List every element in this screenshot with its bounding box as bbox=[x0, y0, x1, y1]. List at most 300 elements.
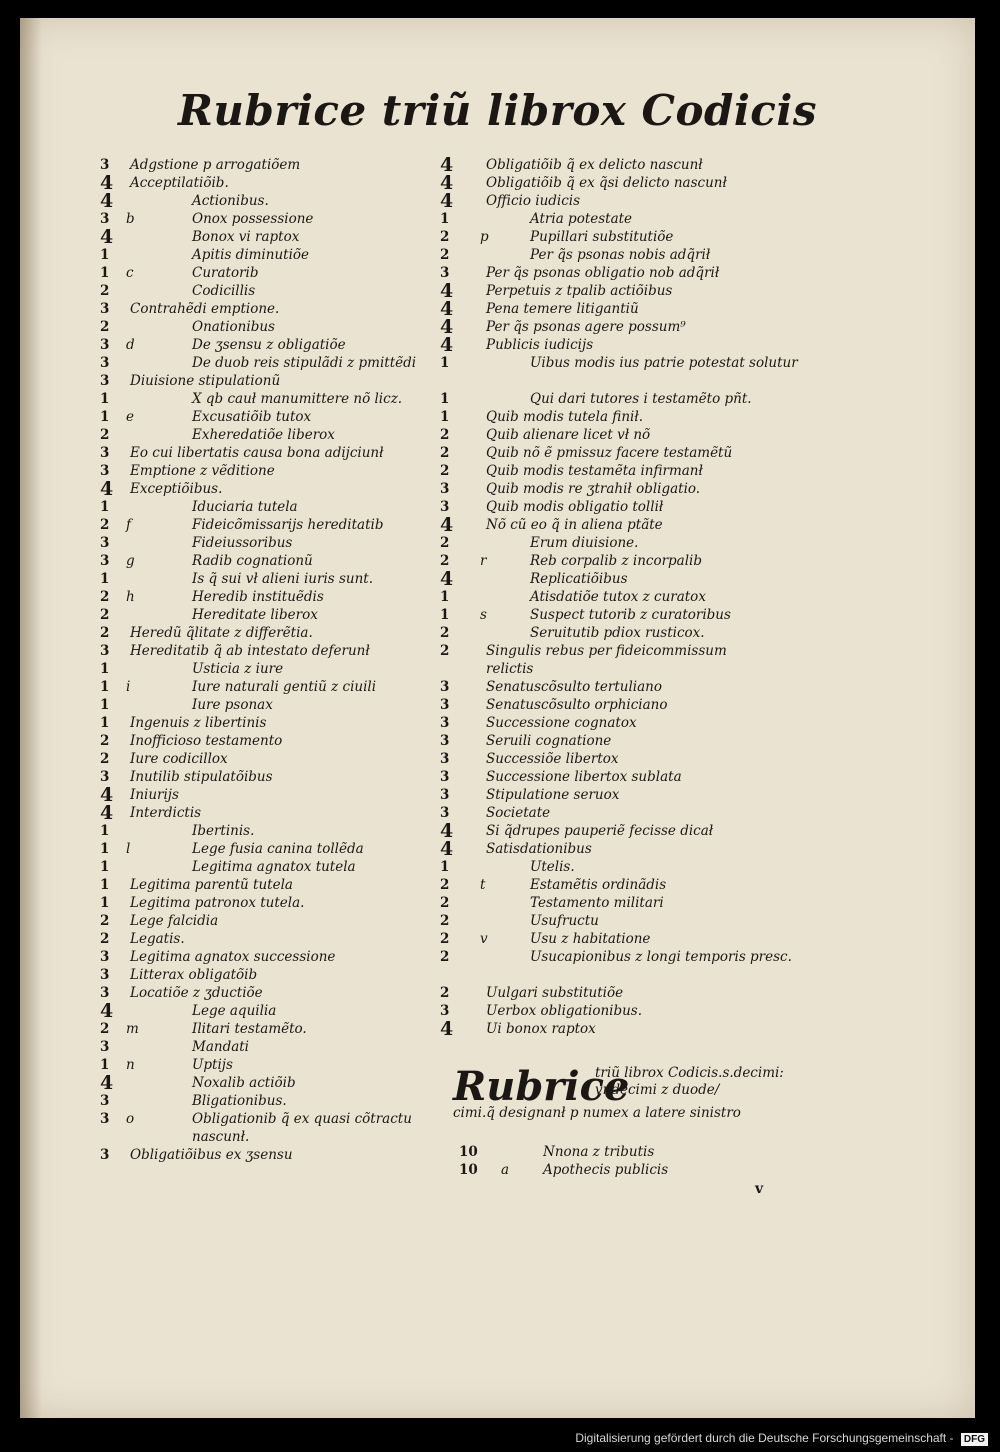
index-entry bbox=[100, 840, 440, 858]
entry-book-number: 3 bbox=[100, 373, 110, 389]
entry-title: Excusatiõib tutox bbox=[192, 409, 312, 425]
entry-title: Fideicõmissarijs hereditatib bbox=[192, 517, 384, 533]
entry-title: Iduciaria tutela bbox=[192, 499, 298, 515]
entry-book-number: 1 bbox=[100, 895, 110, 911]
page-fold-shadow bbox=[20, 18, 42, 1418]
entry-title: Perpetuis z tpalib actiõibus bbox=[486, 283, 673, 299]
index-entry bbox=[440, 642, 800, 678]
entry-title: Apothecis publicis bbox=[543, 1162, 669, 1178]
entry-title: Pena temere litigantiũ bbox=[486, 301, 639, 317]
entry-book-number: 4 bbox=[440, 280, 454, 302]
entry-book-number: 2 bbox=[100, 1021, 110, 1037]
entry-book-number: 1 bbox=[440, 409, 450, 425]
index-entry bbox=[440, 426, 800, 444]
entry-title: Testamento militari bbox=[530, 895, 664, 911]
index-entry bbox=[100, 822, 440, 840]
entry-section-letter: e bbox=[126, 409, 134, 425]
entry-book-number: 2 bbox=[440, 877, 450, 893]
index-entry bbox=[100, 390, 440, 408]
entry-title: Hereditate liberox bbox=[192, 607, 318, 623]
entry-section-letter: c bbox=[126, 265, 134, 281]
index-entry bbox=[100, 1110, 440, 1146]
entry-book-number: 3 bbox=[440, 1003, 450, 1019]
entry-book-number: 1 bbox=[100, 697, 110, 713]
index-entry bbox=[100, 552, 440, 570]
index-entry bbox=[440, 714, 800, 732]
entry-book-number: 2 bbox=[440, 427, 450, 443]
index-entry bbox=[100, 714, 440, 732]
entry-title: Satisdationibus bbox=[486, 841, 592, 857]
entry-book-number: 1 bbox=[100, 409, 110, 425]
index-entry bbox=[100, 966, 440, 984]
entry-book-number: 3 bbox=[100, 337, 110, 353]
entry-book-number: 4 bbox=[440, 820, 454, 842]
index-entry bbox=[100, 1020, 440, 1038]
entry-book-number: 3 bbox=[100, 1039, 110, 1055]
entry-title: Acceptilatiõib. bbox=[130, 175, 229, 191]
entry-book-number: 3 bbox=[100, 355, 110, 371]
entry-book-number: 4 bbox=[440, 838, 454, 860]
entry-title: Bligationibus. bbox=[192, 1093, 287, 1109]
index-entry bbox=[100, 1074, 440, 1092]
entry-book-number: 2 bbox=[100, 607, 110, 623]
entry-book-number: 3 bbox=[440, 751, 450, 767]
entry-title: X qb cauł manumittere nõ licz. bbox=[192, 391, 403, 407]
entry-book-number: 4 bbox=[440, 568, 454, 590]
index-entry bbox=[440, 948, 800, 984]
index-entry bbox=[440, 318, 800, 336]
entry-title: Senatuscõsulto orphiciano bbox=[486, 697, 668, 713]
entry-book-number: 3 bbox=[100, 643, 110, 659]
index-entry bbox=[100, 156, 440, 174]
entry-book-number: 1 bbox=[440, 211, 450, 227]
entry-book-number: 2 bbox=[440, 535, 450, 551]
entry-book-number: 3 bbox=[100, 463, 110, 479]
entry-book-number: 2 bbox=[440, 445, 450, 461]
entry-book-number: 2 bbox=[100, 625, 110, 641]
index-entry bbox=[440, 894, 800, 912]
page-title: Rubrice triũ librox Codicis bbox=[178, 86, 817, 135]
index-entry bbox=[440, 282, 800, 300]
entry-book-number: 1 bbox=[100, 265, 110, 281]
index-entry bbox=[100, 1146, 440, 1164]
entry-book-number: 1 bbox=[100, 877, 110, 893]
entry-section-letter: r bbox=[480, 553, 487, 569]
entry-book-number: 3 bbox=[440, 787, 450, 803]
index-entry bbox=[100, 894, 440, 912]
entry-book-number: 1 bbox=[100, 499, 110, 515]
entry-book-number: 4 bbox=[100, 190, 114, 212]
entry-book-number: 4 bbox=[100, 478, 114, 500]
index-entry bbox=[100, 318, 440, 336]
index-entry bbox=[100, 462, 440, 480]
left-index-column bbox=[100, 156, 440, 1164]
index-entry bbox=[440, 354, 800, 390]
index-entry bbox=[100, 516, 440, 534]
index-entry bbox=[440, 570, 800, 588]
index-entry bbox=[440, 822, 800, 840]
index-entry bbox=[100, 570, 440, 588]
index-entry bbox=[100, 786, 440, 804]
entry-title: Inofficioso testamento bbox=[130, 733, 283, 749]
dfg-logo: DFG bbox=[961, 1433, 988, 1446]
index-entry bbox=[440, 444, 800, 462]
footer-text: Digitalisierung gefördert durch die Deutsche Forschungsgemeinschaft - bbox=[575, 1431, 954, 1445]
entry-book-number: 2 bbox=[440, 985, 450, 1001]
entry-title: Obligatiõibus ex ʒsensu bbox=[130, 1147, 293, 1163]
index-entry bbox=[440, 192, 800, 210]
index-entry bbox=[100, 642, 440, 660]
entry-title: Mandati bbox=[192, 1039, 249, 1055]
entry-book-number: 2 bbox=[440, 643, 450, 659]
index-entry bbox=[440, 606, 800, 624]
index-entry bbox=[440, 336, 800, 354]
entry-title: Quib alienare licet vł nõ bbox=[486, 427, 651, 443]
entry-book-number: 2 bbox=[440, 949, 450, 965]
entry-book-number: 3 bbox=[440, 265, 450, 281]
entry-title: Exceptiõibus. bbox=[130, 481, 223, 497]
entry-title: Uulgari substitutiõe bbox=[486, 985, 624, 1001]
entry-title: Inutilib stipulatõibus bbox=[130, 769, 273, 785]
index-entry bbox=[100, 408, 440, 426]
index-entry bbox=[100, 372, 440, 390]
entry-book-number: 2 bbox=[100, 751, 110, 767]
entry-title: Erum diuisione. bbox=[530, 535, 639, 551]
index-entry bbox=[453, 1161, 793, 1179]
index-entry bbox=[100, 678, 440, 696]
entry-book-number: 1 bbox=[440, 607, 450, 623]
entry-title: Successione cognatox bbox=[486, 715, 637, 731]
subsection bbox=[453, 1063, 793, 1178]
entry-book-number: 3 bbox=[440, 805, 450, 821]
entry-section-letter: v bbox=[480, 931, 488, 947]
document-page bbox=[20, 18, 975, 1418]
entry-title: Noxalib actiõib bbox=[192, 1075, 296, 1091]
index-entry bbox=[440, 552, 800, 570]
entry-title: Usucapionibus z longi temporis presc. bbox=[530, 949, 792, 965]
entry-book-number: 1 bbox=[100, 391, 110, 407]
entry-title: Lege falcidia bbox=[130, 913, 219, 929]
entry-section-letter: f bbox=[126, 517, 131, 533]
index-entry bbox=[440, 210, 800, 228]
entry-title: Utelis. bbox=[530, 859, 575, 875]
entry-title: Qui dari tutores i testamẽto pñt. bbox=[530, 391, 752, 407]
entry-book-number: 3 bbox=[100, 1093, 110, 1109]
entry-title: Quib modis obligatio tollił bbox=[486, 499, 664, 515]
index-entry bbox=[440, 1002, 800, 1020]
entry-title: Legitima agnatox tutela bbox=[192, 859, 356, 875]
subsection-heading-initial: Rubrice bbox=[453, 1063, 630, 1110]
index-entry bbox=[440, 498, 800, 516]
entry-title: Hereditatib q̃ ab intestato deferunł bbox=[130, 643, 370, 659]
entry-book-number: 1 bbox=[100, 679, 110, 695]
index-entry bbox=[440, 858, 800, 876]
entry-title: Atria potestate bbox=[530, 211, 633, 227]
entry-title: Litterax obligatõib bbox=[130, 967, 258, 983]
index-entry bbox=[100, 858, 440, 876]
entry-title: Diuisione stipulationũ bbox=[130, 373, 281, 389]
index-entry bbox=[100, 948, 440, 966]
index-entry bbox=[440, 768, 800, 786]
index-entry bbox=[100, 480, 440, 498]
index-entry bbox=[100, 1002, 440, 1020]
index-entry bbox=[100, 588, 440, 606]
index-entry bbox=[440, 480, 800, 498]
entry-section-letter: p bbox=[480, 229, 489, 245]
right-index-column bbox=[440, 156, 800, 1038]
subsection-heading-text: triũ librox Codicis.s.decimi: vndecimi z duode/ bbox=[595, 1065, 784, 1098]
entry-title: Ibertinis. bbox=[192, 823, 255, 839]
index-entry bbox=[440, 912, 800, 930]
entry-book-number: 3 bbox=[100, 967, 110, 983]
entry-title: Per q̃s psonas agere possum⁹ bbox=[486, 319, 686, 335]
index-entry bbox=[100, 1092, 440, 1110]
entry-title: Apitis diminutiõe bbox=[192, 247, 309, 263]
entry-book-number: 2 bbox=[440, 625, 450, 641]
index-entry bbox=[100, 768, 440, 786]
entry-title: Suspect tutorib z curatoribus bbox=[530, 607, 731, 623]
entry-book-number: 2 bbox=[440, 247, 450, 263]
index-entry bbox=[440, 624, 800, 642]
entry-title: Uibus modis ius patrie potestat solutur bbox=[530, 355, 798, 371]
entry-book-number: 2 bbox=[100, 931, 110, 947]
index-entry bbox=[440, 246, 800, 264]
entry-book-number: 2 bbox=[100, 733, 110, 749]
entry-book-number: 1 bbox=[100, 247, 110, 263]
entry-book-number: 10 bbox=[459, 1144, 478, 1160]
entry-section-letter: t bbox=[480, 877, 486, 893]
entry-section-letter: m bbox=[126, 1021, 139, 1037]
index-entry bbox=[440, 678, 800, 696]
entry-title: Usticia z iure bbox=[192, 661, 284, 677]
index-entry bbox=[440, 930, 800, 948]
subsection-heading-text-2: cimi.q̃ designanł p numex a latere sinistro bbox=[453, 1105, 741, 1121]
entry-title: Exheredatiõe liberox bbox=[192, 427, 335, 443]
entry-title: Codicillis bbox=[192, 283, 256, 299]
index-entry bbox=[100, 264, 440, 282]
entry-title: Si q̃drupes pauperiẽ fecisse dicał bbox=[486, 823, 714, 839]
entry-title: Heredib instituẽdis bbox=[192, 589, 324, 605]
entry-title: Seruili cognatione bbox=[486, 733, 612, 749]
entry-book-number: 3 bbox=[100, 949, 110, 965]
entry-title: Seruitutib pdiox rusticox. bbox=[530, 625, 705, 641]
entry-book-number: 4 bbox=[100, 784, 114, 806]
index-entry bbox=[440, 804, 800, 822]
entry-title: Quib modis tutela finił. bbox=[486, 409, 643, 425]
entry-book-number: 4 bbox=[440, 298, 454, 320]
entry-title: Heredũ q̃litate z differẽtia. bbox=[130, 625, 313, 641]
entry-section-letter: s bbox=[480, 607, 487, 623]
entry-title: Lege fusia canina tollẽda bbox=[192, 841, 364, 857]
index-entry bbox=[100, 930, 440, 948]
entry-title: Legitima parentũ tutela bbox=[130, 877, 293, 893]
entry-book-number: 3 bbox=[100, 553, 110, 569]
entry-title: Obligatiõib q̃ ex delicto nascunł bbox=[486, 157, 703, 173]
entry-book-number: 1 bbox=[100, 859, 110, 875]
entry-title: Nnona z tributis bbox=[543, 1144, 655, 1160]
subsection-heading bbox=[453, 1063, 793, 1123]
index-entry bbox=[100, 498, 440, 516]
entry-title: Fideiussoribus bbox=[192, 535, 293, 551]
entry-book-number: 1 bbox=[440, 859, 450, 875]
entry-title: Onationibus bbox=[192, 319, 275, 335]
entry-book-number: 3 bbox=[440, 733, 450, 749]
index-entry bbox=[100, 246, 440, 264]
entry-book-number: 1 bbox=[100, 715, 110, 731]
entry-title: Emptione z vẽditione bbox=[130, 463, 275, 479]
index-entry bbox=[100, 192, 440, 210]
entry-title: Bonox vi raptox bbox=[192, 229, 300, 245]
entry-book-number: 4 bbox=[440, 514, 454, 536]
entry-title: Senatuscõsulto tertuliano bbox=[486, 679, 662, 695]
index-entry bbox=[100, 624, 440, 642]
entry-title: Ilitari testamẽto. bbox=[192, 1021, 307, 1037]
entry-book-number: 2 bbox=[100, 589, 110, 605]
index-entry bbox=[100, 336, 440, 354]
index-entry bbox=[100, 804, 440, 822]
entry-title: Obligatiõib q̃ ex q̃si delicto nascunł bbox=[486, 175, 727, 191]
index-entry bbox=[100, 732, 440, 750]
index-entry bbox=[100, 444, 440, 462]
index-entry bbox=[100, 210, 440, 228]
entry-title: Eo cui libertatis causa bona adijciunł bbox=[130, 445, 384, 461]
entry-book-number: 3 bbox=[440, 481, 450, 497]
entry-title: Uerbox obligationibus. bbox=[486, 1003, 643, 1019]
entry-section-letter: i bbox=[126, 679, 131, 695]
index-entry bbox=[440, 534, 800, 552]
entry-book-number: 3 bbox=[440, 769, 450, 785]
entry-title: Legitima agnatox successione bbox=[130, 949, 336, 965]
entry-book-number: 4 bbox=[100, 226, 114, 248]
entry-title: Officio iudicis bbox=[486, 193, 581, 209]
entry-book-number: 3 bbox=[100, 985, 110, 1001]
entry-book-number: 3 bbox=[440, 697, 450, 713]
entry-book-number: 3 bbox=[100, 301, 110, 317]
entry-book-number: 2 bbox=[440, 895, 450, 911]
entry-book-number: 4 bbox=[100, 172, 114, 194]
index-entry bbox=[100, 606, 440, 624]
entry-section-letter: l bbox=[126, 841, 131, 857]
entry-title: Lege aquilia bbox=[192, 1003, 277, 1019]
entry-title: Ingenuis z libertinis bbox=[130, 715, 267, 731]
index-entry bbox=[440, 840, 800, 858]
entry-title: Obligationib q̃ ex quasi cõtractu nascunł. bbox=[192, 1111, 412, 1145]
entry-title: Nõ cũ eo q̃ in aliena ptãte bbox=[486, 517, 663, 533]
entry-title: Legatis. bbox=[130, 931, 185, 947]
entry-book-number: 4 bbox=[440, 190, 454, 212]
index-entry bbox=[440, 588, 800, 606]
entry-title: Ui bonox raptox bbox=[486, 1021, 596, 1037]
entry-book-number: 2 bbox=[440, 463, 450, 479]
index-entry bbox=[440, 300, 800, 318]
index-entry bbox=[440, 732, 800, 750]
entry-title: Usufructu bbox=[530, 913, 599, 929]
entry-title: Uptijs bbox=[192, 1057, 233, 1073]
entry-title: Quib modis re ʒtrahił obligatio. bbox=[486, 481, 701, 497]
entry-title: Quib modis testamẽta infirmanł bbox=[486, 463, 703, 479]
entry-book-number: 2 bbox=[100, 283, 110, 299]
entry-book-number: 10 bbox=[459, 1162, 478, 1178]
entry-title: Successione libertox sublata bbox=[486, 769, 682, 785]
entry-book-number: 4 bbox=[440, 1018, 454, 1040]
entry-book-number: 2 bbox=[440, 229, 450, 245]
entry-title: De ʒsensu z obligatiõe bbox=[192, 337, 346, 353]
entry-book-number: 4 bbox=[100, 1000, 114, 1022]
entry-book-number: 1 bbox=[440, 589, 450, 605]
entry-book-number: 3 bbox=[100, 535, 110, 551]
index-entry bbox=[453, 1143, 793, 1161]
entry-book-number: 1 bbox=[100, 571, 110, 587]
index-entry bbox=[100, 534, 440, 552]
index-entry bbox=[100, 354, 440, 372]
entry-book-number: 1 bbox=[100, 841, 110, 857]
index-entry bbox=[100, 300, 440, 318]
index-entry bbox=[100, 660, 440, 678]
entry-book-number: 3 bbox=[100, 445, 110, 461]
entry-title: Usu z habitatione bbox=[530, 931, 651, 947]
entry-book-number: 3 bbox=[100, 769, 110, 785]
entry-title: Atisdatiõe tutox z curatox bbox=[530, 589, 706, 605]
entry-title: Onox possessione bbox=[192, 211, 314, 227]
entry-book-number: 3 bbox=[100, 1111, 110, 1127]
index-entry bbox=[440, 228, 800, 246]
index-entry bbox=[440, 390, 800, 408]
entry-title: Iure psonax bbox=[192, 697, 273, 713]
entry-book-number: 3 bbox=[440, 715, 450, 731]
entry-book-number: 3 bbox=[100, 1147, 110, 1163]
entry-book-number: 3 bbox=[100, 211, 110, 227]
entry-title: Contrahẽdi emptione. bbox=[130, 301, 280, 317]
entry-title: Is q̃ sui vł alieni iuris sunt. bbox=[192, 571, 374, 587]
entry-title: De duob reis stipulãdi z pmittẽdi bbox=[192, 355, 417, 371]
entry-title: Iniurijs bbox=[130, 787, 179, 803]
entry-book-number: 4 bbox=[440, 154, 454, 176]
entry-book-number: 1 bbox=[100, 1057, 110, 1073]
entry-book-number: 1 bbox=[100, 823, 110, 839]
entry-title: Actionibus. bbox=[192, 193, 269, 209]
index-entry bbox=[100, 984, 440, 1002]
index-entry bbox=[440, 984, 800, 1002]
entry-title: Publicis iudicijs bbox=[486, 337, 594, 353]
entry-title: Singulis rebus per fideicommissum relictis bbox=[486, 643, 727, 677]
index-entry bbox=[440, 156, 800, 174]
entry-title: Adgstione p arrogatiõem bbox=[130, 157, 301, 173]
index-entry bbox=[440, 516, 800, 534]
index-entry bbox=[440, 462, 800, 480]
entry-book-number: 2 bbox=[100, 319, 110, 335]
entry-book-number: 2 bbox=[100, 427, 110, 443]
entry-title: Stipulatione seruox bbox=[486, 787, 620, 803]
index-entry bbox=[100, 426, 440, 444]
entry-book-number: 1 bbox=[440, 391, 450, 407]
index-entry bbox=[100, 282, 440, 300]
entry-title: Legitima patronox tutela. bbox=[130, 895, 305, 911]
index-entry bbox=[100, 876, 440, 894]
entry-section-letter: d bbox=[126, 337, 135, 353]
entry-book-number: 1 bbox=[100, 661, 110, 677]
index-entry bbox=[100, 1038, 440, 1056]
entry-title: Successiõe libertox bbox=[486, 751, 619, 767]
entry-title: Reb corpalib z incorpalib bbox=[530, 553, 703, 569]
entry-section-letter: a bbox=[501, 1162, 510, 1178]
index-entry bbox=[440, 750, 800, 768]
entry-title: Pupillari substitutiõe bbox=[530, 229, 674, 245]
entry-book-number: 4 bbox=[440, 334, 454, 356]
entry-title: Iure codicillox bbox=[130, 751, 228, 767]
entry-title: Per q̃s psonas obligatio nob adq̃rił bbox=[486, 265, 720, 281]
entry-title: Per q̃s psonas nobis adq̃rił bbox=[530, 247, 711, 263]
index-entry bbox=[440, 1020, 800, 1038]
